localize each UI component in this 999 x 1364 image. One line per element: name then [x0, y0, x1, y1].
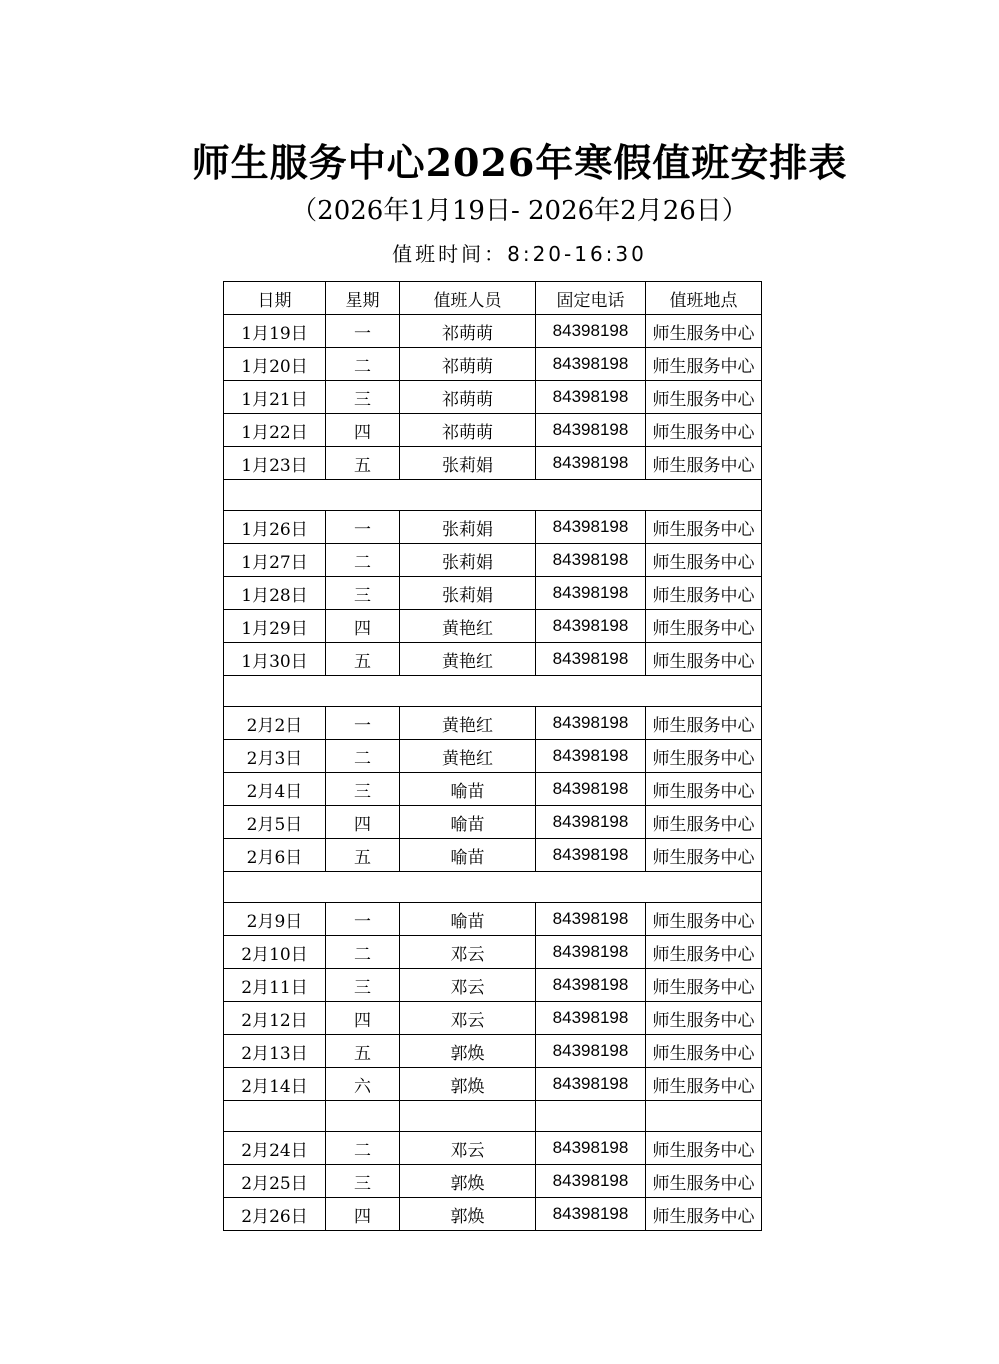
- empty-cell: [224, 676, 762, 707]
- cell-date: 1月26日: [224, 511, 326, 544]
- cell-date: 2月10日: [224, 936, 326, 969]
- cell-date: 2月11日: [224, 969, 326, 1002]
- cell-weekday: 四: [326, 806, 400, 839]
- table-row: [224, 414, 762, 447]
- cell-location: 师生服务中心: [646, 1165, 762, 1198]
- cell-location: 师生服务中心: [646, 903, 762, 936]
- cell-location: 师生服务中心: [646, 414, 762, 447]
- empty-cell: [224, 872, 762, 903]
- cell-date: 2月5日: [224, 806, 326, 839]
- page-title: 师生服务中心2026年寒假值班安排表: [191, 140, 848, 185]
- cell-weekday: 六: [326, 1068, 400, 1101]
- cell-person: 喻苗: [400, 773, 536, 806]
- empty-cell: [224, 1101, 326, 1132]
- cell-person: 张莉娟: [400, 544, 536, 577]
- header-person: 值班人员: [400, 282, 536, 315]
- table-row: [224, 1002, 762, 1035]
- cell-phone: 84398198: [536, 903, 646, 936]
- table-row: [224, 969, 762, 1002]
- cell-phone: 84398198: [536, 1002, 646, 1035]
- cell-date: 1月23日: [224, 447, 326, 480]
- cell-weekday: 五: [326, 447, 400, 480]
- separator-row: [224, 872, 762, 903]
- cell-date: 1月30日: [224, 643, 326, 676]
- cell-weekday: 一: [326, 315, 400, 348]
- cell-phone: 84398198: [536, 643, 646, 676]
- table-row: [224, 773, 762, 806]
- cell-location: 师生服务中心: [646, 1132, 762, 1165]
- cell-phone: 84398198: [536, 610, 646, 643]
- table-row: [224, 348, 762, 381]
- cell-date: 1月27日: [224, 544, 326, 577]
- cell-location: 师生服务中心: [646, 348, 762, 381]
- cell-date: 1月21日: [224, 381, 326, 414]
- table-row: [224, 903, 762, 936]
- cell-weekday: 二: [326, 936, 400, 969]
- cell-location: 师生服务中心: [646, 511, 762, 544]
- cell-person: 喻苗: [400, 903, 536, 936]
- cell-phone: 84398198: [536, 381, 646, 414]
- cell-weekday: 一: [326, 707, 400, 740]
- cell-location: 师生服务中心: [646, 577, 762, 610]
- cell-date: 2月2日: [224, 707, 326, 740]
- cell-date: 2月3日: [224, 740, 326, 773]
- cell-phone: 84398198: [536, 447, 646, 480]
- cell-date: 2月26日: [224, 1198, 326, 1231]
- table-row: [224, 936, 762, 969]
- cell-phone: 84398198: [536, 806, 646, 839]
- cell-weekday: 四: [326, 610, 400, 643]
- empty-cell: [326, 1101, 400, 1132]
- cell-location: 师生服务中心: [646, 1002, 762, 1035]
- cell-person: 黄艳红: [400, 740, 536, 773]
- duty-time: 值班时间：8:20-16:30: [392, 242, 647, 266]
- cell-weekday: 三: [326, 381, 400, 414]
- cell-phone: 84398198: [536, 707, 646, 740]
- separator-row: [224, 480, 762, 511]
- cell-person: 邓云: [400, 936, 536, 969]
- cell-phone: 84398198: [536, 348, 646, 381]
- table-row: [224, 315, 762, 348]
- table-body: [224, 315, 762, 1231]
- cell-phone: 84398198: [536, 577, 646, 610]
- duty-schedule-table: [223, 281, 762, 1231]
- cell-weekday: 三: [326, 577, 400, 610]
- cell-weekday: 四: [326, 1002, 400, 1035]
- cell-location: 师生服务中心: [646, 447, 762, 480]
- cell-date: 1月22日: [224, 414, 326, 447]
- separator-row: [224, 676, 762, 707]
- cell-phone: 84398198: [536, 1165, 646, 1198]
- cell-location: 师生服务中心: [646, 740, 762, 773]
- cell-weekday: 四: [326, 1198, 400, 1231]
- cell-location: 师生服务中心: [646, 936, 762, 969]
- cell-location: 师生服务中心: [646, 1035, 762, 1068]
- header-date: 日期: [224, 282, 326, 315]
- cell-weekday: 四: [326, 414, 400, 447]
- cell-person: 祁萌萌: [400, 381, 536, 414]
- cell-person: 张莉娟: [400, 577, 536, 610]
- cell-phone: 84398198: [536, 839, 646, 872]
- cell-location: 师生服务中心: [646, 969, 762, 1002]
- cell-location: 师生服务中心: [646, 643, 762, 676]
- cell-weekday: 三: [326, 773, 400, 806]
- cell-location: 师生服务中心: [646, 544, 762, 577]
- empty-cell: [646, 1101, 762, 1132]
- cell-phone: 84398198: [536, 936, 646, 969]
- cell-person: 祁萌萌: [400, 414, 536, 447]
- empty-cell: [536, 1101, 646, 1132]
- table-row: [224, 610, 762, 643]
- cell-location: 师生服务中心: [646, 610, 762, 643]
- cell-date: 2月9日: [224, 903, 326, 936]
- cell-weekday: 二: [326, 544, 400, 577]
- cell-phone: 84398198: [536, 1068, 646, 1101]
- cell-weekday: 五: [326, 1035, 400, 1068]
- cell-phone: 84398198: [536, 740, 646, 773]
- cell-date: 1月29日: [224, 610, 326, 643]
- cell-weekday: 二: [326, 740, 400, 773]
- cell-location: 师生服务中心: [646, 315, 762, 348]
- cell-phone: 84398198: [536, 511, 646, 544]
- table-header-row: [224, 282, 762, 315]
- table-row: [224, 1035, 762, 1068]
- cell-person: 邓云: [400, 1002, 536, 1035]
- cell-date: 2月24日: [224, 1132, 326, 1165]
- header-phone: 固定电话: [536, 282, 646, 315]
- cell-phone: 84398198: [536, 414, 646, 447]
- cell-location: 师生服务中心: [646, 773, 762, 806]
- cell-location: 师生服务中心: [646, 707, 762, 740]
- table-row: [224, 1068, 762, 1101]
- cell-weekday: 三: [326, 1165, 400, 1198]
- cell-phone: 84398198: [536, 1198, 646, 1231]
- cell-phone: 84398198: [536, 1132, 646, 1165]
- cell-location: 师生服务中心: [646, 806, 762, 839]
- cell-person: 邓云: [400, 1132, 536, 1165]
- cell-person: 祁萌萌: [400, 315, 536, 348]
- cell-weekday: 五: [326, 643, 400, 676]
- table-row: [224, 381, 762, 414]
- table-row: [224, 806, 762, 839]
- separator-row: [224, 1101, 762, 1132]
- cell-phone: 84398198: [536, 969, 646, 1002]
- cell-date: 2月12日: [224, 1002, 326, 1035]
- cell-location: 师生服务中心: [646, 1198, 762, 1231]
- header-location: 值班地点: [646, 282, 762, 315]
- cell-weekday: 二: [326, 1132, 400, 1165]
- cell-phone: 84398198: [536, 544, 646, 577]
- table-row: [224, 511, 762, 544]
- cell-date: 2月4日: [224, 773, 326, 806]
- cell-date: 1月28日: [224, 577, 326, 610]
- cell-weekday: 二: [326, 348, 400, 381]
- cell-person: 黄艳红: [400, 707, 536, 740]
- cell-weekday: 一: [326, 511, 400, 544]
- cell-person: 喻苗: [400, 806, 536, 839]
- cell-person: 邓云: [400, 969, 536, 1002]
- header-weekday: 星期: [326, 282, 400, 315]
- cell-person: 郭焕: [400, 1165, 536, 1198]
- empty-cell: [400, 1101, 536, 1132]
- date-range-subtitle: （2026年1月19日- 2026年2月26日）: [291, 196, 748, 226]
- cell-date: 2月6日: [224, 839, 326, 872]
- cell-weekday: 一: [326, 903, 400, 936]
- cell-date: 1月19日: [224, 315, 326, 348]
- cell-location: 师生服务中心: [646, 839, 762, 872]
- cell-weekday: 五: [326, 839, 400, 872]
- cell-phone: 84398198: [536, 773, 646, 806]
- cell-date: 2月25日: [224, 1165, 326, 1198]
- cell-person: 黄艳红: [400, 610, 536, 643]
- table-row: [224, 577, 762, 610]
- cell-person: 郭焕: [400, 1198, 536, 1231]
- cell-person: 郭焕: [400, 1068, 536, 1101]
- cell-person: 郭焕: [400, 1035, 536, 1068]
- cell-date: 1月20日: [224, 348, 326, 381]
- cell-weekday: 三: [326, 969, 400, 1002]
- cell-phone: 84398198: [536, 315, 646, 348]
- table-row: [224, 544, 762, 577]
- table-row: [224, 740, 762, 773]
- cell-location: 师生服务中心: [646, 381, 762, 414]
- table-row: [224, 707, 762, 740]
- empty-cell: [224, 480, 762, 511]
- table-row: [224, 447, 762, 480]
- table-row: [224, 839, 762, 872]
- table-row: [224, 643, 762, 676]
- cell-person: 祁萌萌: [400, 348, 536, 381]
- cell-phone: 84398198: [536, 1035, 646, 1068]
- table-row: [224, 1198, 762, 1231]
- cell-location: 师生服务中心: [646, 1068, 762, 1101]
- cell-person: 黄艳红: [400, 643, 536, 676]
- cell-date: 2月13日: [224, 1035, 326, 1068]
- cell-person: 张莉娟: [400, 511, 536, 544]
- table-row: [224, 1132, 762, 1165]
- cell-date: 2月14日: [224, 1068, 326, 1101]
- cell-person: 张莉娟: [400, 447, 536, 480]
- cell-person: 喻苗: [400, 839, 536, 872]
- table-row: [224, 1165, 762, 1198]
